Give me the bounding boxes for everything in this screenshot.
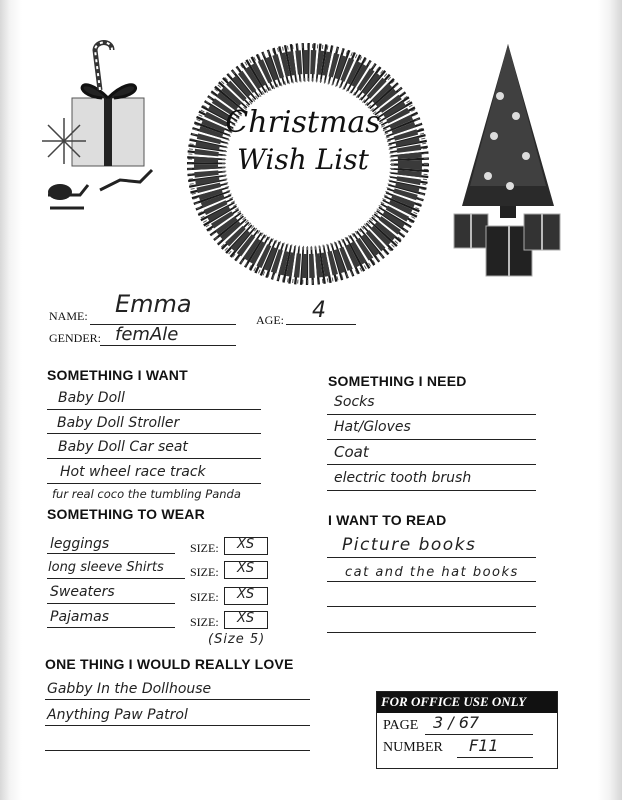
name-value[interactable]: Emma xyxy=(115,290,192,318)
wear-item-1[interactable]: leggings xyxy=(50,536,110,552)
need-line-4 xyxy=(327,490,536,491)
size-label-2: SIZE: xyxy=(190,565,219,579)
age-line xyxy=(286,324,356,325)
wear-heading: SOMETHING TO WEAR xyxy=(47,506,205,522)
need-line-1 xyxy=(327,414,536,415)
size-label-1: SIZE: xyxy=(190,541,219,555)
want-item-4[interactable]: Hot wheel race track xyxy=(60,464,206,480)
read-line-2 xyxy=(327,581,536,582)
gender-label: GENDER: xyxy=(49,331,101,345)
age-label: AGE: xyxy=(256,313,284,327)
read-line-4 xyxy=(327,632,536,633)
wear-size-note: (Size 5) xyxy=(208,632,266,647)
gender-line xyxy=(100,345,236,346)
love-item-1[interactable]: Gabby In the Dollhouse xyxy=(47,681,212,697)
office-use-box xyxy=(376,691,558,769)
wear-line-4 xyxy=(47,627,175,628)
need-line-3 xyxy=(327,464,536,465)
wear-line-1 xyxy=(47,553,175,554)
title-wish-list: Wish List xyxy=(237,143,369,176)
size-value-3[interactable]: XS xyxy=(237,587,255,602)
size-value-4[interactable]: XS xyxy=(237,611,255,626)
size-value-2[interactable]: XS xyxy=(237,561,255,576)
read-heading: I WANT TO READ xyxy=(328,512,447,528)
read-line-1 xyxy=(327,557,536,558)
office-page-value[interactable]: 3 / 67 xyxy=(433,713,480,732)
need-item-3[interactable]: Coat xyxy=(334,443,369,461)
want-line-1 xyxy=(47,409,261,410)
title-christmas: Christmas xyxy=(225,105,381,140)
want-item-2[interactable]: Baby Doll Stroller xyxy=(57,415,180,431)
want-item-1[interactable]: Baby Doll xyxy=(58,390,125,406)
office-number-label: NUMBER xyxy=(383,740,443,755)
want-heading: SOMETHING I WANT xyxy=(47,367,188,383)
need-item-1[interactable]: Socks xyxy=(334,394,375,410)
want-line-4 xyxy=(47,483,261,484)
office-use-heading: FOR OFFICE USE ONLY xyxy=(377,692,557,713)
need-line-2 xyxy=(327,439,536,440)
love-line-3 xyxy=(45,750,310,751)
read-line-3 xyxy=(327,606,536,607)
wear-line-2 xyxy=(47,578,185,579)
wish-list-title xyxy=(218,105,388,176)
gift-sleigh-illustration xyxy=(40,40,170,220)
size-label-3: SIZE: xyxy=(190,590,219,604)
want-item-5[interactable]: fur real coco the tumbling Panda xyxy=(52,487,241,501)
age-value[interactable]: 4 xyxy=(312,298,326,323)
need-item-2[interactable]: Hat/Gloves xyxy=(334,419,411,435)
gender-value[interactable]: femAle xyxy=(115,324,179,345)
size-label-4: SIZE: xyxy=(190,615,219,629)
name-label: NAME: xyxy=(49,309,88,323)
want-line-2 xyxy=(47,433,261,434)
need-heading: SOMETHING I NEED xyxy=(328,373,467,389)
wear-line-3 xyxy=(47,603,175,604)
office-number-line xyxy=(457,757,533,758)
office-page-label: PAGE xyxy=(383,718,419,733)
size-value-1[interactable]: XS xyxy=(237,537,255,552)
wear-item-4[interactable]: Pajamas xyxy=(50,609,110,625)
christmas-tree-illustration xyxy=(450,36,570,286)
want-item-3[interactable]: Baby Doll Car seat xyxy=(58,439,188,455)
need-item-4[interactable]: electric tooth brush xyxy=(334,470,472,486)
love-line-2 xyxy=(45,725,310,726)
love-heading: ONE THING I WOULD REALLY LOVE xyxy=(45,656,294,672)
want-line-3 xyxy=(47,458,261,459)
love-item-2[interactable]: Anything Paw Patrol xyxy=(47,707,188,723)
love-line-1 xyxy=(45,699,310,700)
wear-item-2[interactable]: long sleeve Shirts xyxy=(48,560,164,575)
office-page-line xyxy=(425,734,533,735)
office-number-value[interactable]: F11 xyxy=(469,736,499,755)
wear-item-3[interactable]: Sweaters xyxy=(50,584,115,600)
read-item-1[interactable]: Picture books xyxy=(342,535,477,555)
read-item-2[interactable]: cat and the hat books xyxy=(345,565,519,580)
